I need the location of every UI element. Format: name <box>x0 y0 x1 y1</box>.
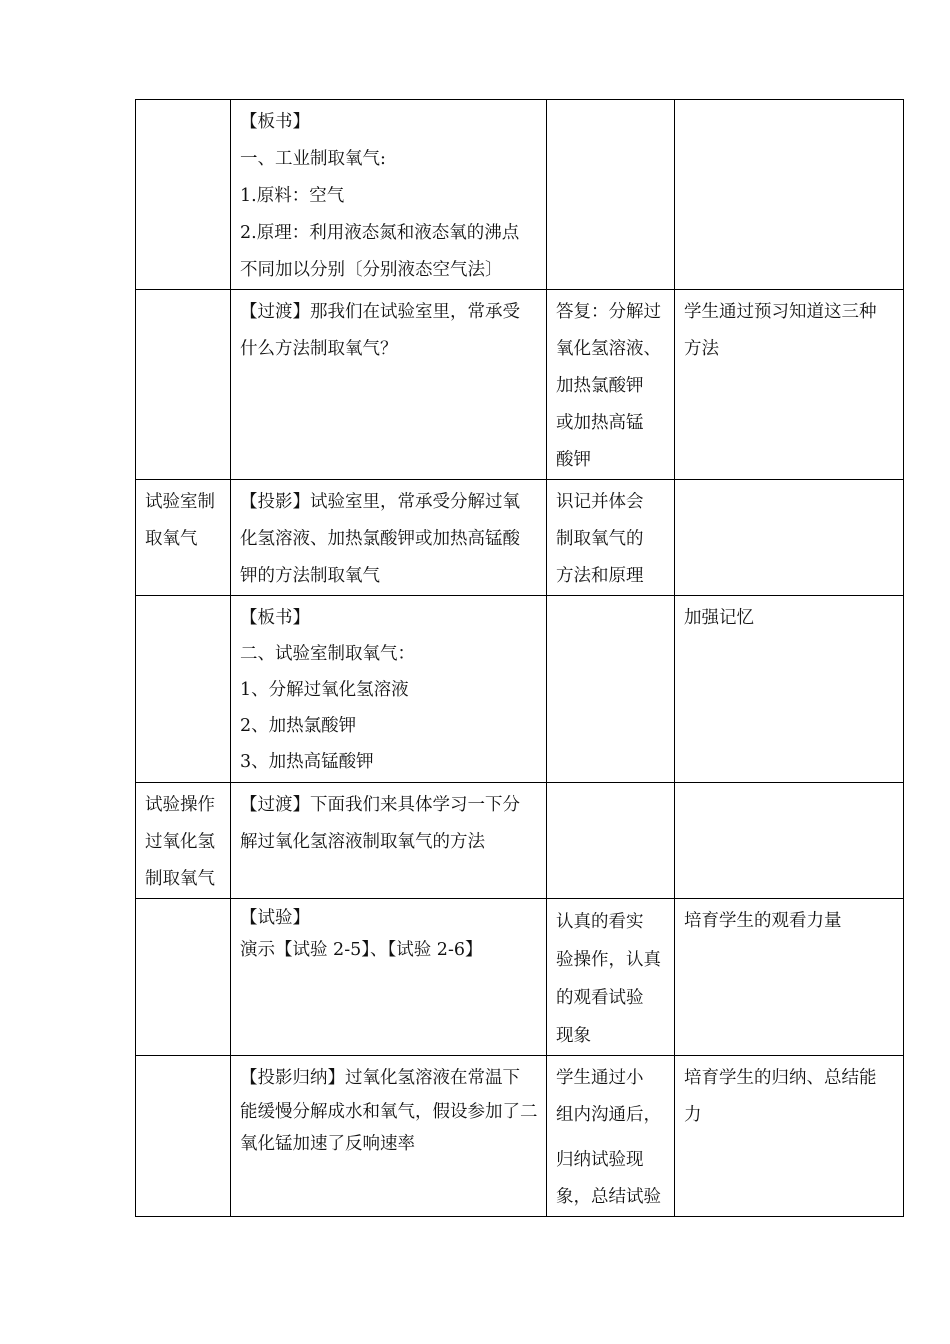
text-line: 【板书】 <box>240 112 310 132</box>
student-activity-cell <box>547 1056 675 1217</box>
text-line: 1、分解过氧化氢溶液 <box>240 680 409 700</box>
teacher-activity-cell <box>231 899 547 1056</box>
design-intent-cell <box>675 596 904 783</box>
text-line: 加热氯酸钾 <box>556 376 644 396</box>
text-line: 酸钾 <box>556 450 591 470</box>
stage-cell <box>136 596 231 783</box>
design-intent-cell <box>675 899 904 1056</box>
text-line: 培育学生的归纳、总结能 <box>684 1068 877 1088</box>
student-activity-cell <box>547 783 675 899</box>
text-line: 1.原料：空气 <box>240 186 345 206</box>
stage-cell <box>136 1056 231 1217</box>
text-line: 过氧化氢 <box>145 832 215 852</box>
text-line: 取氧气 <box>145 529 198 549</box>
text-line: 【试验】 <box>240 908 310 928</box>
table-row <box>136 1056 904 1217</box>
table-row <box>136 480 904 596</box>
teacher-activity-cell <box>231 1056 547 1217</box>
text-line: 【投影】试验室里，常承受分解过氧 <box>240 492 520 512</box>
table-row <box>136 100 904 290</box>
text-line: 化氢溶液、加热氯酸钾或加热高锰酸 <box>240 529 520 549</box>
stage-cell <box>136 899 231 1056</box>
text-line: 一、工业制取氧气: <box>240 149 386 169</box>
text-line: 学生通过小 <box>556 1068 644 1088</box>
text-line: 的观看试验 <box>556 988 644 1008</box>
text-line: 【投影归纳】过氧化氢溶液在常温下 <box>240 1068 520 1088</box>
text-line: 【板书】 <box>240 608 310 628</box>
text-line: 2、加热氯酸钾 <box>240 716 357 736</box>
text-line: 识记并体会 <box>556 492 644 512</box>
text-line: 或加热高锰 <box>556 413 644 433</box>
student-activity-cell <box>547 290 675 480</box>
table-row <box>136 290 904 480</box>
text-line: 2.原理：利用液态氮和液态氧的沸点 <box>240 223 520 243</box>
text-line: 【过渡】下面我们来具体学习一下分 <box>240 795 520 815</box>
text-line: 制取氧气 <box>145 869 215 889</box>
text-line: 3、加热高锰酸钾 <box>240 752 374 772</box>
text-line: 【过渡】那我们在试验室里，常承受 <box>240 302 520 322</box>
text-line: 归纳试验现 <box>556 1150 644 1170</box>
text-line: 制取氧气的 <box>556 529 644 549</box>
teacher-activity-cell <box>231 783 547 899</box>
text-line: 认真的看实 <box>556 912 644 932</box>
design-intent-cell <box>675 1056 904 1217</box>
lesson-plan-table <box>135 99 904 1217</box>
table-row <box>136 596 904 783</box>
design-intent-cell <box>675 480 904 596</box>
text-line: 试验室制 <box>145 492 215 512</box>
stage-cell <box>136 100 231 290</box>
text-line: 二、试验室制取氧气： <box>240 644 415 664</box>
text-line: 加强记忆 <box>684 608 754 628</box>
design-intent-cell <box>675 290 904 480</box>
student-activity-cell <box>547 480 675 596</box>
table-row <box>136 899 904 1056</box>
teacher-activity-cell <box>231 596 547 783</box>
teacher-activity-cell <box>231 100 547 290</box>
text-line: 验操作，认真 <box>556 950 661 970</box>
text-line: 什么方法制取氧气？ <box>240 339 398 359</box>
student-activity-cell <box>547 596 675 783</box>
text-line: 试验操作 <box>145 795 215 815</box>
text-line: 演示【试验 2-5】、【试验 2-6】 <box>240 940 483 960</box>
design-intent-cell <box>675 783 904 899</box>
text-line: 象，总结试验 <box>556 1187 661 1207</box>
text-line: 方法和原理 <box>556 566 644 586</box>
text-line: 氧化锰加速了反响速率 <box>240 1134 415 1154</box>
design-intent-cell <box>675 100 904 290</box>
text-line: 答复：分解过 <box>556 302 661 322</box>
student-activity-cell <box>547 899 675 1056</box>
text-line: 现象 <box>556 1026 591 1046</box>
student-activity-cell <box>547 100 675 290</box>
text-line: 学生通过预习知道这三种 <box>684 302 877 322</box>
text-line: 不同加以分别〔分别液态空气法〕 <box>240 260 503 280</box>
text-line: 培育学生的观看力量 <box>684 911 842 931</box>
text-line: 解过氧化氢溶液制取氧气的方法 <box>240 832 485 852</box>
table-row <box>136 783 904 899</box>
text-line: 氧化氢溶液、 <box>556 339 661 359</box>
stage-cell <box>136 290 231 480</box>
teacher-activity-cell <box>231 290 547 480</box>
text-line: 力 <box>684 1105 702 1125</box>
stage-cell <box>136 480 231 596</box>
stage-cell <box>136 783 231 899</box>
teacher-activity-cell <box>231 480 547 596</box>
text-line: 方法 <box>684 339 719 359</box>
text-line: 钾的方法制取氧气 <box>240 566 380 586</box>
text-line: 能缓慢分解成水和氧气，假设参加了二 <box>240 1102 538 1122</box>
text-line: 组内沟通后， <box>556 1105 661 1125</box>
